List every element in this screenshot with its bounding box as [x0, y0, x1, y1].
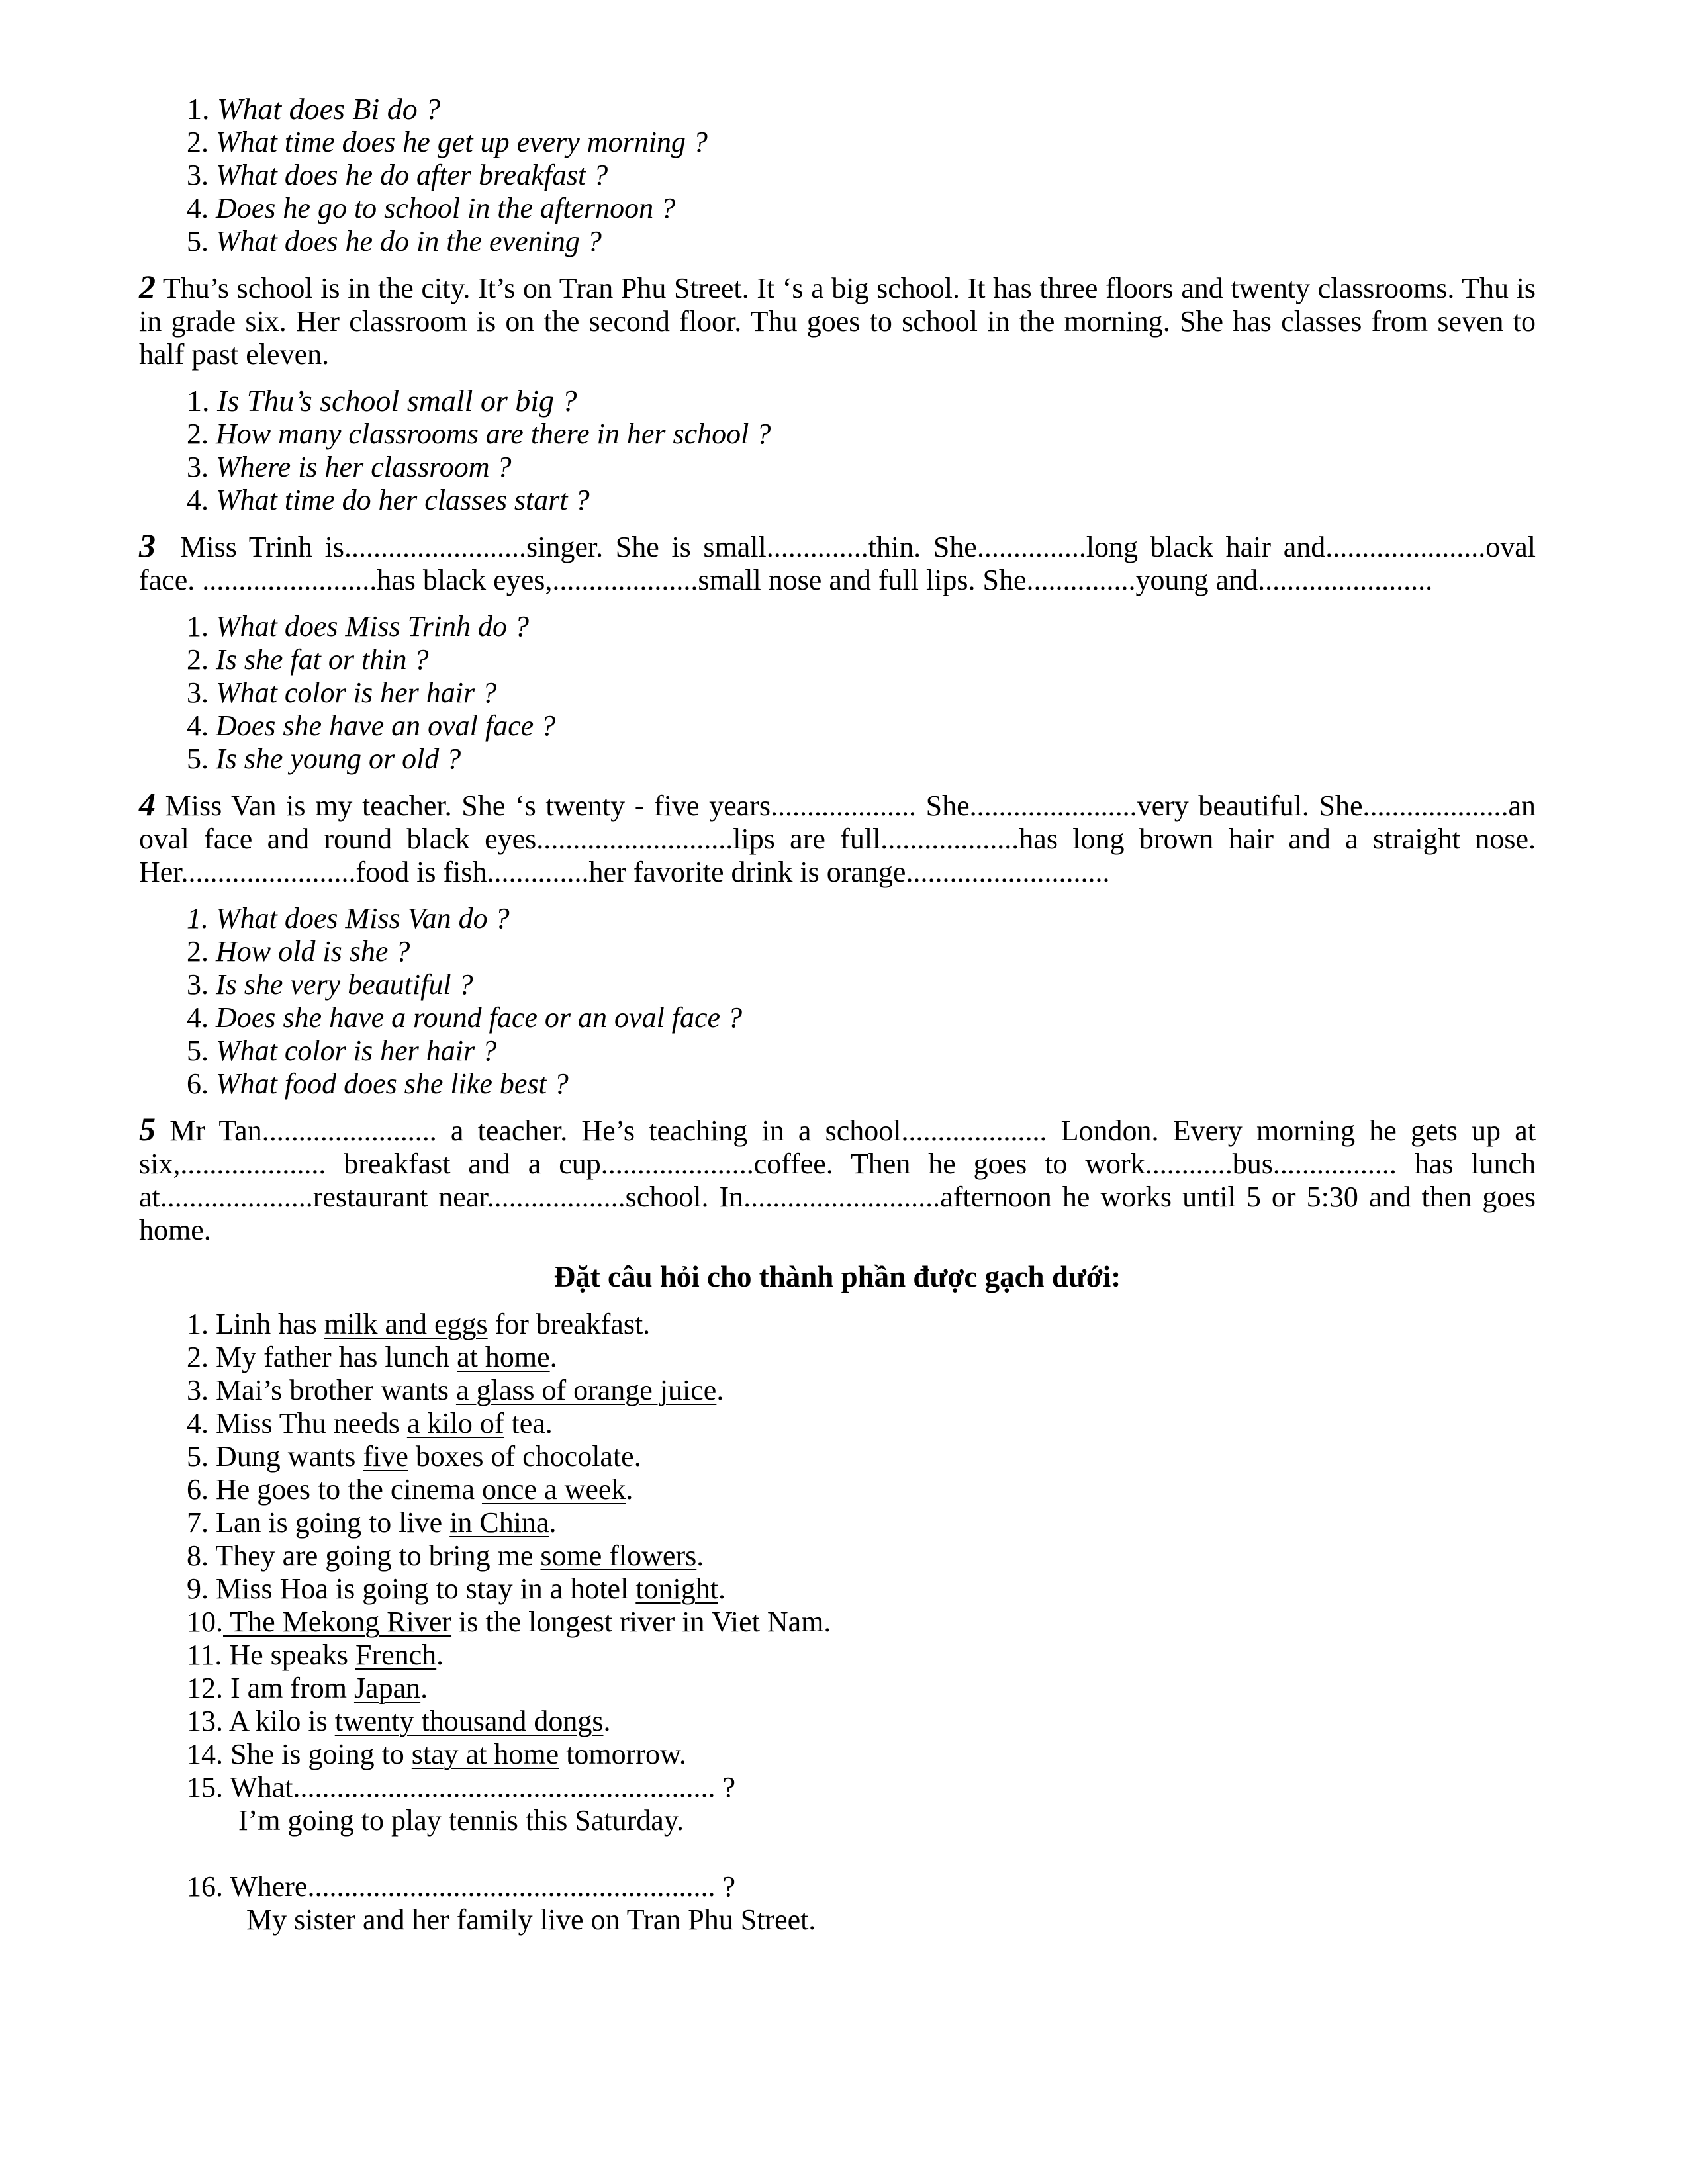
exercise-heading: Đặt câu hỏi cho thành phần được gạch dưới: — [553, 1260, 1121, 1293]
section4-questions — [139, 902, 1536, 1101]
question-item: 1. Is Thu’s school small or big ? — [187, 384, 577, 418]
question-item: 1. What does Miss Trinh do ? — [187, 610, 530, 643]
question-item: 1. What does Bi do ? — [187, 92, 441, 126]
question-item: 4. Does he go to school in the afternoon ? — [187, 192, 676, 224]
section2-questions — [139, 385, 1536, 517]
exercise-item: 8. They are going to bring me some flowers. — [187, 1539, 704, 1572]
question-item: 5. What does he do in the evening ? — [187, 225, 602, 257]
exercise-item: 11. He speaks French. — [187, 1639, 444, 1671]
exercise-item: 2. My father has lunch at home. — [187, 1341, 557, 1373]
question-item: 4. Does she have a round face or an oval face ? — [187, 1001, 743, 1034]
exercise-item: 4. Miss Thu needs a kilo of tea. — [187, 1407, 553, 1439]
question-item: 2. What time does he get up every morning ? — [187, 126, 708, 158]
section3-passage — [139, 529, 1536, 597]
section-number: 2 — [139, 268, 156, 305]
passage-text: Mr Tan........................ a teacher. He’s teaching in a school.................... London. Every morning he gets up at six,.................... breakfast and a cup.....................coffee. Then he goes to work............bus................. has lunch at.....................restaurant near...................school. In...........................afternoon he works until 5 or 5:30 and then goes home. — [139, 1115, 1536, 1246]
question-item: 3. Is she very beautiful ? — [187, 968, 473, 1001]
question-item: 4. Does she have an oval face ? — [187, 709, 556, 742]
exercise-item: 13. A kilo is twenty thousand dongs. — [187, 1705, 611, 1737]
passage-text: Miss Trinh is.........................singer. She is small..............thin. She...............long black hair and......................oval face. ........................has black eyes,....................small nose and full lips. She...............young and........................ — [139, 531, 1536, 596]
section2-passage — [139, 270, 1536, 371]
section-number: 5 — [139, 1111, 156, 1148]
exercise-item-15-prompt: 15. What.......................................................... ? — [187, 1771, 736, 1803]
exercise-item: 1. Linh has milk and eggs for breakfast. — [187, 1308, 651, 1340]
exercise-item-16-answer: My sister and her family live on Tran Phu Street. — [246, 1903, 816, 1936]
exercise-item: 6. He goes to the cinema once a week. — [187, 1473, 633, 1506]
exercise-item: 9. Miss Hoa is going to stay in a hotel tonight. — [187, 1572, 726, 1605]
question-item: 3. What color is her hair ? — [187, 676, 497, 709]
question-item: 4. What time do her classes start ? — [187, 484, 590, 516]
exercise-item: 5. Dung wants five boxes of chocolate. — [187, 1440, 641, 1473]
question-item: 2. How many classrooms are there in her school ? — [187, 418, 771, 450]
question-item: 5. What color is her hair ? — [187, 1034, 497, 1067]
exercise-item: 7. Lan is going to live in China. — [187, 1506, 557, 1539]
question-item: 3. What does he do after breakfast ? — [187, 159, 608, 191]
section-number: 4 — [139, 786, 156, 823]
question-item: 1. What does Miss Van do ? — [187, 902, 510, 934]
exercise-item-15-answer: I’m going to play tennis this Saturday. — [238, 1804, 684, 1837]
question-item: 3. Where is her classroom ? — [187, 451, 512, 483]
section-number: 3 — [139, 527, 156, 564]
exercise-list — [139, 1308, 1536, 1936]
passage-text: Thu’s school is in the city. It’s on Tran Phu Street. It ‘s a big school. It has three floors and twenty classrooms. Thu is in grade six. Her classroom is on the second floor. Thu goes to school in the morning. She has classes from seven to half past eleven. — [139, 272, 1536, 371]
question-item: 2. Is she fat or thin ? — [187, 643, 429, 676]
passage-text: Miss Van is my teacher. She ‘s twenty - five years.................... She.......................very beautiful. She....................an oval face and round black eyes...........................lips are full...................has long brown hair and a straight nose. Her........................food is fish..............her favorite drink is orange............................ — [139, 790, 1536, 888]
question-item: 6. What food does she like best ? — [187, 1068, 569, 1100]
section1-questions — [139, 93, 1536, 258]
section4-passage — [139, 788, 1536, 889]
section5-passage — [139, 1113, 1536, 1247]
section3-questions — [139, 610, 1536, 776]
exercise-item: 10. The Mekong River is the longest river in Viet Nam. — [187, 1606, 831, 1638]
spacer — [187, 1837, 1536, 1870]
exercise-item: 12. I am from Japan. — [187, 1672, 428, 1704]
exercise-item: 14. She is going to stay at home tomorrow. — [187, 1738, 686, 1770]
question-item: 5. Is she young or old ? — [187, 743, 461, 775]
exercise-item-16-prompt: 16. Where........................................................ ? — [187, 1870, 735, 1903]
exercise-item: 3. Mai’s brother wants a glass of orange juice. — [187, 1374, 724, 1406]
question-item: 2. How old is she ? — [187, 935, 410, 968]
